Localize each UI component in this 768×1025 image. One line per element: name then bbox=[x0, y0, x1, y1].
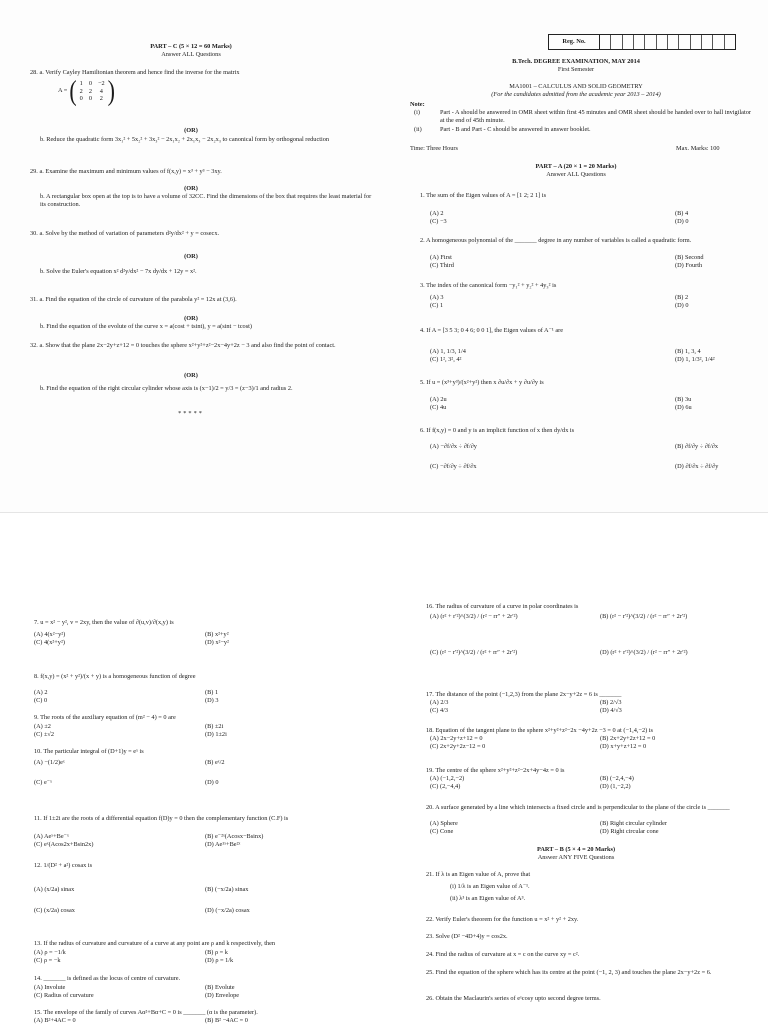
option[interactable]: (D) 0 bbox=[675, 218, 689, 225]
option[interactable]: (A) −(1/2)eˣ bbox=[34, 759, 65, 766]
option[interactable]: (C) Radius of curvature bbox=[34, 992, 94, 999]
option[interactable]: (C) −∂f/∂y ÷ ∂f/∂x bbox=[430, 463, 477, 470]
option[interactable]: (D) 3 bbox=[205, 697, 219, 704]
option[interactable]: (D) 6u bbox=[675, 404, 692, 411]
note-number: (i) bbox=[414, 109, 420, 116]
note-2: Part - B and Part - C should be answered in answer booklet. bbox=[440, 126, 591, 133]
option[interactable]: (C) (r² − r′²)^(3/2) / (r² + rr″ + 2r′²) bbox=[430, 649, 518, 656]
option[interactable]: (C) 2x+2y+2z−12 = 0 bbox=[430, 743, 486, 750]
option[interactable]: (A) First bbox=[430, 254, 452, 261]
option[interactable]: (B) 4 bbox=[675, 210, 689, 217]
option[interactable]: (A) 4(x²−y²) bbox=[34, 631, 66, 638]
end-marker: ***** bbox=[178, 410, 204, 417]
question-25: 25. Find the equation of the sphere which has its centre at the point (−1, 2, 3) and touches the plane 2x−y+2z = 6. bbox=[426, 969, 712, 976]
question-15: 15. The envelope of the family of curves Aα²+Bα+C = 0 is _______ (α is the parameter). bbox=[34, 1009, 258, 1016]
exam-page-1 bbox=[0, 0, 768, 512]
option[interactable]: (D) (r² + r′²)^(3/2) / (r² − rr″ + 2r′²) bbox=[600, 649, 688, 656]
part-c-column bbox=[0, 0, 382, 512]
question-12: 12. 1/(D² + a²) cosax is bbox=[34, 862, 93, 869]
option[interactable]: (B) Right circular cylinder bbox=[600, 820, 667, 827]
option[interactable]: (D) 0 bbox=[205, 779, 219, 786]
option[interactable]: (A) (r² + r′²)^(3/2) / (r² − rr″ + 2r′²) bbox=[430, 613, 518, 620]
reg-no-cell[interactable] bbox=[679, 35, 690, 49]
question-22: 22. Verify Euler's theorem for the function u = x² + y² + 2xy. bbox=[426, 916, 579, 923]
option[interactable]: (C) eˣ(Acos2x+Bsin2x) bbox=[34, 841, 94, 848]
or-separator: (OR) bbox=[184, 315, 198, 322]
option[interactable]: (C) (x/2a) cosax bbox=[34, 907, 75, 914]
question-28a: 28. a. Verify Cayley Hamiltonian theorem and hence find the inverse for the matrix bbox=[30, 69, 240, 76]
question-32b: b. Find the equation of the right circular cylinder whose axis is (x−1)/2 = y/3 = (z−3)/1 and radius 2. bbox=[40, 385, 293, 392]
question-26: 26. Obtain the Maclaurin's series of eˣcosy upto second degree terms. bbox=[426, 995, 601, 1002]
reg-no-cell[interactable] bbox=[600, 35, 611, 49]
option[interactable]: (A) (−1,2,−2) bbox=[430, 775, 465, 782]
question-30b: b. Solve the Euler's equation x² d²y/dx² − 7x dy/dx + 12y = x². bbox=[40, 268, 197, 275]
question-21-part-ii: (ii) λ³ is an Eigen value of A³. bbox=[450, 895, 526, 902]
admitted-note: (For the candidates admitted from the academic year 2013 – 2014) bbox=[491, 91, 661, 98]
option[interactable]: (A) Involute bbox=[34, 984, 66, 991]
reg-no-box bbox=[548, 34, 736, 50]
reg-no-cell[interactable] bbox=[702, 35, 713, 49]
reg-no-cell[interactable] bbox=[623, 35, 634, 49]
option[interactable]: (C) 4(x²+y²) bbox=[34, 639, 65, 646]
option[interactable]: (D) x+y+z+12 = 0 bbox=[600, 743, 647, 750]
matrix-cell: 2 bbox=[88, 87, 92, 95]
option[interactable]: (D) ρ = 1/k bbox=[205, 957, 234, 964]
or-separator: (OR) bbox=[184, 372, 198, 379]
note-label: Note: bbox=[410, 101, 425, 108]
matrix-cell: 2 bbox=[79, 87, 83, 95]
option[interactable]: (D) Ae¹ˣ+Be²ˣ bbox=[205, 841, 241, 848]
option[interactable]: (D) 4/√3 bbox=[600, 707, 622, 714]
question-13: 13. If the radius of curvature and curvature of a curve at any point are ρ and k respectively, then bbox=[34, 940, 276, 947]
question-18: 18. Equation of the tangent plane to the sphere x²+y²+z²−2x −4y+2z −3 = 0 at (−1,4,−2) is bbox=[426, 727, 654, 734]
question-23: 23. Solve (D² −4D+4)y = cos2x. bbox=[426, 933, 508, 940]
matrix-cell: 1 bbox=[79, 80, 83, 87]
option[interactable]: (D) x²−y² bbox=[205, 639, 229, 646]
question-6: 6. If f(x,y) = 0 and y is an implicit function of x then dy/dx is bbox=[420, 427, 575, 434]
part-a-heading: PART – A (20 × 1 = 20 Marks) bbox=[535, 163, 617, 170]
matrix-label: A = bbox=[58, 87, 68, 95]
or-separator: (OR) bbox=[184, 253, 198, 260]
option[interactable]: (C) (2,−4,4) bbox=[430, 783, 461, 790]
reg-no-cell[interactable] bbox=[691, 35, 702, 49]
option[interactable]: (A) 2u bbox=[430, 396, 447, 403]
option[interactable]: (B) 1 bbox=[205, 689, 219, 696]
matrix-cell: 4 bbox=[99, 87, 103, 95]
option[interactable]: (D) 0 bbox=[675, 302, 689, 309]
note-1: Part - A should be answered in OMR sheet within first 45 minutes and OMR sheet should be handed over to hall invigilator at the end of 45th minute. bbox=[440, 109, 751, 124]
question-21-part-i: (i) 1/λ is an Eigen value of A⁻¹. bbox=[450, 883, 530, 890]
question-29a: 29. a. Examine the maximum and minimum values of f(x,y) = x³ + y³ − 3xy. bbox=[30, 168, 222, 175]
course-title: MA1001 – CALCULUS AND SOLID GEOMETRY bbox=[509, 83, 643, 90]
question-30a: 30. a. Solve by the method of variation of parameters d²y/dx² + y = cosecx. bbox=[30, 230, 220, 237]
question-3: 3. The index of the canonical form −y₁² + y₂² + 4y₃² is bbox=[420, 282, 557, 289]
option[interactable]: (B) Evolute bbox=[205, 984, 235, 991]
option[interactable]: (A) 1, 1/3, 1/4 bbox=[430, 348, 466, 355]
option[interactable]: (A) 2x−2y+z+12 = 0 bbox=[430, 735, 483, 742]
question-32a: 32. a. Show that the plane 2x−2y+z+12 = 0 touches the sphere x²+y²+z²−2x−4y+2z − 3 and also find the point of contact. bbox=[30, 342, 336, 349]
option[interactable]: (B) 2x+2y+2z+12 = 0 bbox=[600, 735, 656, 742]
max-marks: Max. Marks: 100 bbox=[676, 145, 720, 152]
option[interactable]: (B) 2 bbox=[675, 294, 689, 301]
question-29b: b. A rectangular box open at the top is to have a volume of 32CC. Find the dimensions of the box that requires the least material for its construction. bbox=[40, 193, 372, 208]
question-16: 16. The radius of curvature of a curve in polar coordinates is bbox=[426, 603, 579, 610]
option[interactable]: (A) 2 bbox=[430, 210, 444, 217]
option[interactable]: (B) e⁻²ˣ(Acosx−Bsinx) bbox=[205, 833, 264, 840]
option[interactable]: (D) ∂f/∂x ÷ ∂f/∂y bbox=[675, 463, 719, 470]
question-20: 20. A surface generated by a line which intersects a fixed circle and is perpendicular to the plane of the circle is _______ bbox=[426, 804, 730, 811]
question-2: 2. A homogeneous polynomial of the _______ degree in any number of variables is called a quadratic form. bbox=[420, 237, 692, 244]
matrix-cell: −2 bbox=[97, 80, 105, 87]
option[interactable]: (D) Right circular cone bbox=[600, 828, 659, 835]
option[interactable]: (B) 1, 3, 4 bbox=[675, 348, 701, 355]
option[interactable]: (B) ρ = k bbox=[205, 949, 228, 956]
option[interactable]: (A) B²+4AC = 0 bbox=[34, 1017, 76, 1024]
part-c-subheading: Answer ALL Questions bbox=[161, 51, 221, 58]
matrix-cell: 0 bbox=[79, 95, 83, 103]
option[interactable]: (B) (r² − r′²)^(3/2) / (r² − rr″ + 2r′²) bbox=[600, 613, 688, 620]
option[interactable]: (B) 2/√3 bbox=[600, 699, 622, 706]
question-21: 21. If λ is an Eigen value of A, prove that bbox=[426, 871, 531, 878]
option[interactable]: (B) B² −4AC = 0 bbox=[205, 1017, 248, 1024]
or-separator: (OR) bbox=[184, 185, 198, 192]
option[interactable]: (B) x²+y² bbox=[205, 631, 229, 638]
reg-no-label: Reg. No. bbox=[549, 35, 600, 49]
question-31b: b. Find the equation of the evolute of the curve x = a(cost + tsint), y = a(sint − tcost) bbox=[40, 323, 252, 330]
option[interactable]: (C) −3 bbox=[430, 218, 447, 225]
option[interactable]: (A) ±2 bbox=[34, 723, 51, 730]
option[interactable]: (B) eˣ/2 bbox=[205, 759, 225, 766]
matrix-A: ( 1 0 −2 2 2 4 0 0 2 ) bbox=[69, 74, 115, 107]
option[interactable]: (B) ±2i bbox=[205, 723, 224, 730]
question-8: 8. f(x,y) = (x² + y²)/(x + y) is a homogeneous function of degree bbox=[34, 673, 196, 680]
option[interactable]: (C) 4/3 bbox=[430, 707, 449, 714]
question-24: 24. Find the radius of curvature at x = c on the curve xy = c². bbox=[426, 951, 580, 958]
matrix-block bbox=[58, 74, 115, 107]
option[interactable]: (C) 1², 3², 4² bbox=[430, 356, 462, 363]
option[interactable]: (D) (1,−2,2) bbox=[600, 783, 631, 790]
part-a-subheading: Answer ALL Questions bbox=[546, 171, 606, 178]
question-9: 9. The roots of the auxiliary equation of (m² − 4) = 0 are bbox=[34, 714, 176, 721]
option[interactable]: (D) 1, 1/3², 1/4² bbox=[675, 356, 715, 363]
option[interactable]: (C) ±√2 bbox=[34, 731, 55, 738]
option[interactable]: (C) 1 bbox=[430, 302, 444, 309]
question-4: 4. If A = [3 5 3; 0 4 6; 0 0 1], the Eigen values of A⁻¹ are bbox=[420, 327, 564, 334]
option[interactable]: (C) 0 bbox=[34, 697, 48, 704]
matrix-cell: 0 bbox=[88, 95, 92, 103]
option[interactable]: (B) (−x/2a) sinax bbox=[205, 886, 249, 893]
option[interactable]: (A) ρ = −1/k bbox=[34, 949, 66, 956]
option[interactable]: (A) 2/3 bbox=[430, 699, 449, 706]
option[interactable]: (A) Aeˣ+Be⁻ˣ bbox=[34, 833, 69, 840]
question-1: 1. The sum of the Eigen values of A = [1 2; 2 1] is bbox=[420, 192, 547, 199]
option[interactable]: (C) e⁻ˣ bbox=[34, 779, 52, 786]
question-31a: 31. a. Find the equation of the circle of curvature of the parabola y² = 12x at (3,6). bbox=[30, 296, 237, 303]
exam-duration: Time: Three Hours bbox=[410, 145, 458, 152]
option[interactable]: (A) Sphere bbox=[430, 820, 458, 827]
option[interactable]: (D) Envelope bbox=[205, 992, 240, 999]
option[interactable]: (C) 4u bbox=[430, 404, 447, 411]
option[interactable]: (A) −∂f/∂x ÷ ∂f/∂y bbox=[430, 443, 477, 450]
question-10: 10. The particular integral of (D+1)y = eˣ is bbox=[34, 748, 144, 755]
semester: First Semester bbox=[557, 66, 595, 73]
option[interactable]: (A) 3 bbox=[430, 294, 444, 301]
matrix-cell: 0 bbox=[88, 80, 92, 87]
or-separator: (OR) bbox=[184, 127, 198, 134]
option[interactable]: (D) 1±2i bbox=[205, 731, 227, 738]
option[interactable]: (C) Third bbox=[430, 262, 454, 269]
matrix-cell: 2 bbox=[99, 95, 103, 103]
option[interactable]: (B) (−2,4,−4) bbox=[600, 775, 634, 782]
note-number: (ii) bbox=[414, 126, 422, 133]
reg-no-cell[interactable] bbox=[611, 35, 622, 49]
part-b-heading: PART – B (5 × 4 = 20 Marks) bbox=[536, 846, 616, 853]
exam-title: B.Tech. DEGREE EXAMINATION, MAY 2014 bbox=[512, 58, 640, 65]
reg-no-cell[interactable] bbox=[645, 35, 656, 49]
option[interactable]: (B) Second bbox=[675, 254, 704, 261]
exam-page-2 bbox=[0, 512, 768, 1025]
question-17: 17. The distance of the point (−1,2,3) from the plane 2x−y+2z = 6 is _______ bbox=[426, 691, 622, 698]
question-11: 11. If 1±2i are the roots of a differential equation f(D)y = 0 then the complementary function (C.F) is bbox=[34, 815, 289, 822]
question-5: 5. If u = (x³+y³)/(x²+y²) then x ∂u/∂x + y ∂u/∂y is bbox=[420, 379, 544, 386]
option[interactable]: (D) (−x/2a) cosax bbox=[205, 907, 250, 914]
option[interactable]: (A) (x/2a) sinax bbox=[34, 886, 75, 893]
reg-no-cell[interactable] bbox=[725, 35, 735, 49]
part-b-subheading: Answer ANY FIVE Questions bbox=[537, 854, 615, 861]
reg-no-cell[interactable] bbox=[668, 35, 679, 49]
option[interactable]: (C) Cone bbox=[430, 828, 454, 835]
question-7: 7. u = x² − y², v = 2xy, then the value of ∂(u,v)/∂(x,y) is bbox=[34, 619, 174, 626]
option[interactable]: (C) ρ = −k bbox=[34, 957, 61, 964]
part-c-heading: PART – C (5 × 12 = 60 Marks) bbox=[150, 43, 232, 50]
reg-no-cell[interactable] bbox=[657, 35, 668, 49]
reg-no-cell[interactable] bbox=[634, 35, 645, 49]
option[interactable]: (D) Fourth bbox=[675, 262, 703, 269]
question-28b: b. Reduce the quadratic form 3x₁² + 5x₂² + 3x₃² − 2x₁x₂ + 2x₁x₃ − 2x₂x₃ to canonical form by orthogonal reduction bbox=[40, 136, 330, 143]
reg-no-cell[interactable] bbox=[713, 35, 724, 49]
option[interactable]: (B) 3u bbox=[675, 396, 692, 403]
option[interactable]: (A) 2 bbox=[34, 689, 48, 696]
option[interactable]: (B) ∂f/∂y ÷ ∂f/∂x bbox=[675, 443, 719, 450]
question-14: 14. _______ is defined as the locus of centre of curvature. bbox=[34, 975, 181, 982]
question-19: 19. The centre of the sphere x²+y²+z²−2x+4y−4z = 0 is bbox=[426, 767, 565, 774]
